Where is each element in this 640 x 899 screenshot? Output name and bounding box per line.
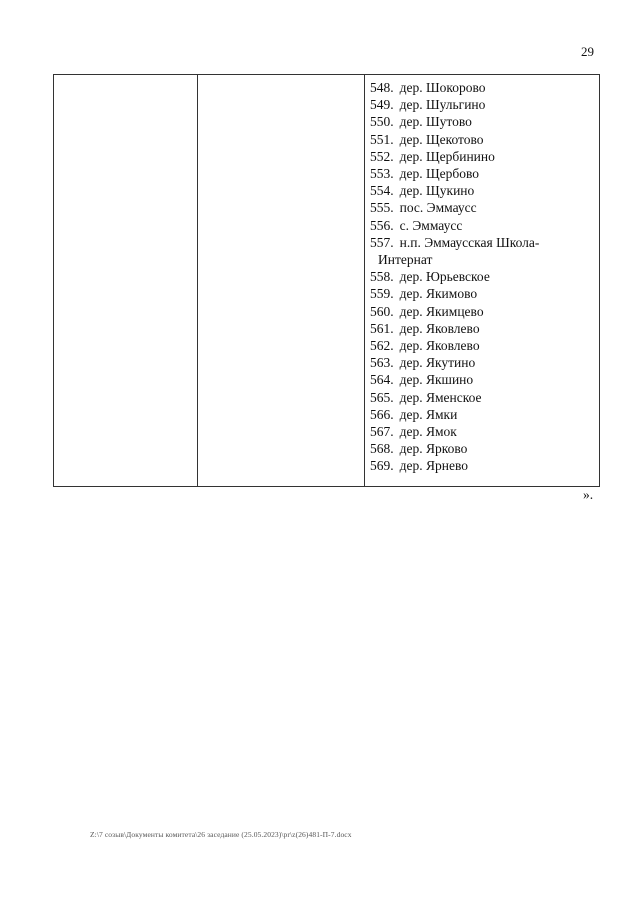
entry-number: 553. — [370, 166, 394, 182]
settlement-entry — [370, 182, 539, 199]
entry-name: дер. Яковлево — [399, 320, 480, 336]
entry-name: дер. Якимово — [399, 286, 478, 302]
entry-name: дер. Ямки — [399, 406, 458, 422]
entry-name: дер. Щербинино — [399, 148, 495, 164]
settlement-entry — [370, 131, 539, 148]
settlement-list — [370, 79, 539, 475]
entry-number: 563. — [370, 355, 394, 371]
footer-file-path: Z:\7 созыв\Документы комитета\26 заседание (25.05.2023)\pr\z(26)481-П-7.docx — [90, 830, 352, 839]
entry-number: 550. — [370, 114, 394, 130]
entry-name: с. Эммаусс — [399, 217, 463, 233]
settlement-entry — [370, 217, 539, 234]
settlement-entry — [370, 148, 539, 165]
closing-quote: ». — [583, 487, 594, 502]
entry-number: 561. — [370, 320, 394, 336]
column-divider-1 — [197, 75, 198, 486]
entry-number: 555. — [370, 200, 394, 216]
settlement-entry — [370, 389, 539, 406]
entry-number: 562. — [370, 338, 394, 354]
entry-name: пос. Эммаусс — [399, 200, 477, 216]
entry-number: 551. — [370, 131, 394, 147]
entry-name: дер. Шокорово — [399, 80, 486, 95]
settlement-entry — [370, 285, 539, 302]
entry-number: 565. — [370, 389, 394, 405]
settlement-entry — [370, 234, 539, 268]
settlement-entry — [370, 79, 539, 96]
settlement-entry — [370, 320, 539, 337]
settlement-entry — [370, 268, 539, 285]
entry-name: дер. Юрьевское — [399, 269, 490, 285]
settlement-entry — [370, 199, 539, 216]
entry-number: 560. — [370, 303, 394, 319]
entry-number: 552. — [370, 148, 394, 164]
entry-name: дер. Якшино — [399, 372, 474, 388]
settlement-entry — [370, 354, 539, 371]
settlement-entry — [370, 423, 539, 440]
entry-number: 557. — [370, 234, 394, 250]
entry-name: дер. Ярково — [399, 441, 468, 457]
settlement-entry — [370, 113, 539, 130]
entry-number: 566. — [370, 406, 394, 422]
entry-name: дер. Щекотово — [399, 131, 484, 147]
entry-number: 564. — [370, 372, 394, 388]
entry-name: дер. Ямок — [399, 424, 457, 440]
entry-number: 567. — [370, 424, 394, 440]
entry-number: 548. — [370, 80, 394, 95]
entry-name-continuation: Интернат — [378, 252, 433, 268]
entry-number: 558. — [370, 269, 394, 285]
entry-name: дер. Шульгино — [399, 97, 486, 113]
entry-name: н.п. Эммаусская Школа- — [399, 234, 540, 250]
entry-number: 549. — [370, 97, 394, 113]
entry-name: дер. Ярнево — [399, 458, 468, 474]
entry-number: 568. — [370, 441, 394, 457]
entry-number: 556. — [370, 217, 394, 233]
settlement-entry — [370, 440, 539, 457]
settlement-entry — [370, 337, 539, 354]
settlement-entry — [370, 165, 539, 182]
entry-name: дер. Щербово — [399, 166, 479, 182]
settlement-entry — [370, 371, 539, 388]
settlement-entry — [370, 303, 539, 320]
entry-name: дер. Шутово — [399, 114, 472, 130]
entry-number: 554. — [370, 183, 394, 199]
entry-name: дер. Якимцево — [399, 303, 484, 319]
settlements-table — [53, 74, 600, 487]
entry-name: дер. Яковлево — [399, 338, 480, 354]
entry-number: 569. — [370, 458, 394, 474]
column-divider-2 — [364, 75, 365, 486]
page-number: 29 — [581, 44, 594, 59]
settlement-entry — [370, 457, 539, 474]
entry-name: дер. Якутино — [399, 355, 476, 371]
settlement-entry — [370, 406, 539, 423]
entry-name: дер. Яменское — [399, 389, 482, 405]
settlement-entry — [370, 96, 539, 113]
entry-number: 559. — [370, 286, 394, 302]
entry-name: дер. Щукино — [399, 183, 475, 199]
